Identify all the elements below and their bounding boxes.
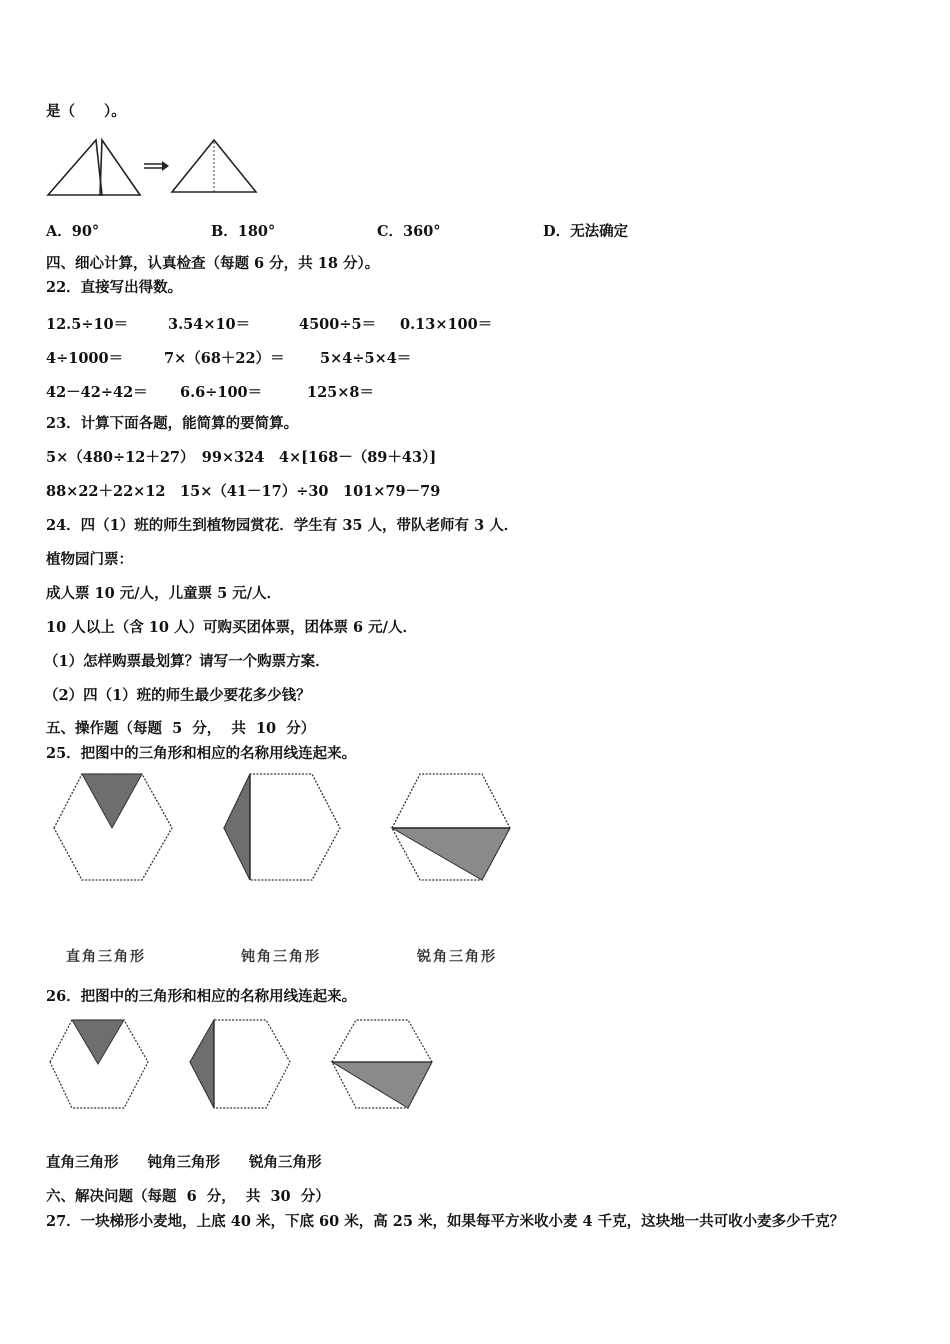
option-d[interactable]: D．无法确定 [543, 223, 629, 240]
q22-item: 6.6÷100＝ [180, 384, 263, 401]
q25-label-acute: 锐角三角形 [417, 949, 497, 965]
q25-label-right: 直角三角形 [66, 949, 146, 965]
option-c[interactable]: C．360° [377, 223, 441, 240]
triangle-combine-figure [44, 134, 260, 200]
q26-title: 26．把图中的三角形和相应的名称用线连起来。 [46, 988, 357, 1005]
q25-title: 25．把图中的三角形和相应的名称用线连起来。 [46, 745, 357, 762]
q22-item: 4500÷5＝ [299, 316, 377, 333]
hexagon-right-triangle [54, 774, 172, 880]
q22-item: 12.5÷10＝ [46, 316, 129, 333]
q26-hexagon-figures [44, 1016, 436, 1112]
hexagon-acute-triangle [392, 774, 510, 880]
section6-title: 六、解决问题（每题 6 分， 共 30 分） [46, 1188, 330, 1205]
q22-item: 125×8＝ [307, 384, 375, 401]
hexagon-right-triangle [50, 1020, 148, 1108]
q22-title: 22．直接写出得数。 [46, 279, 183, 296]
hexagon-acute-triangle [332, 1020, 432, 1108]
q26-labels: 直角三角形 钝角三角形 锐角三角形 [46, 1154, 322, 1171]
q23-title: 23．计算下面各题，能简算的要简算。 [46, 415, 299, 432]
q24-sub2: （2）四（1）班的师生最少要花多少钱？ [44, 687, 311, 704]
q25-label-obtuse: 钝角三角形 [241, 949, 321, 965]
option-a[interactable]: A．90° [46, 223, 100, 240]
q23-row1: 5×（480÷12＋27） 99×324 4×[168－（89＋43）] [46, 449, 437, 466]
q24-line3: 10 人以上（含 10 人）可购买团体票，团体票 6 元/人． [46, 619, 417, 636]
q25-hexagon-figures [44, 770, 524, 886]
q24-line1: 植物园门票： [46, 551, 133, 568]
section4-title: 四、细心计算，认真检查（每题 6 分，共 18 分）。 [46, 255, 380, 272]
q23-row2: 88×22＋22×12 15×（41－17）÷30 101×79－79 [46, 483, 441, 500]
q22-item: 0.13×100＝ [400, 316, 493, 333]
q22-item: 5×4÷5×4＝ [320, 350, 412, 367]
q22-item: 42－42÷42＝ [46, 384, 148, 401]
q24-line2: 成人票 10 元/人，儿童票 5 元/人． [46, 585, 282, 602]
q22-item: 3.54×10＝ [168, 316, 251, 333]
q22-item: 7×（68＋22）＝ [164, 350, 285, 367]
q22-item: 4÷1000＝ [46, 350, 124, 367]
q24-sub1: （1）怎样购票最划算？请写一个购票方案． [44, 653, 330, 670]
hexagon-obtuse-triangle [190, 1020, 290, 1108]
q27-text: 27．一块梯形小麦地，上底 40 米，下底 60 米，高 25 米，如果每平方米收小麦 4 千克，这块地一共可收小麦多少千克？ [46, 1213, 845, 1230]
hexagon-obtuse-triangle [224, 774, 340, 880]
option-b[interactable]: B．180° [211, 223, 276, 240]
section5-title: 五、操作题（每题 5 分， 共 10 分） [46, 720, 316, 737]
q21-tail: 是（ ）。 [46, 103, 126, 120]
q24-title: 24．四（1）班的师生到植物园赏花．学生有 35 人，带队老师有 3 人． [46, 517, 519, 534]
